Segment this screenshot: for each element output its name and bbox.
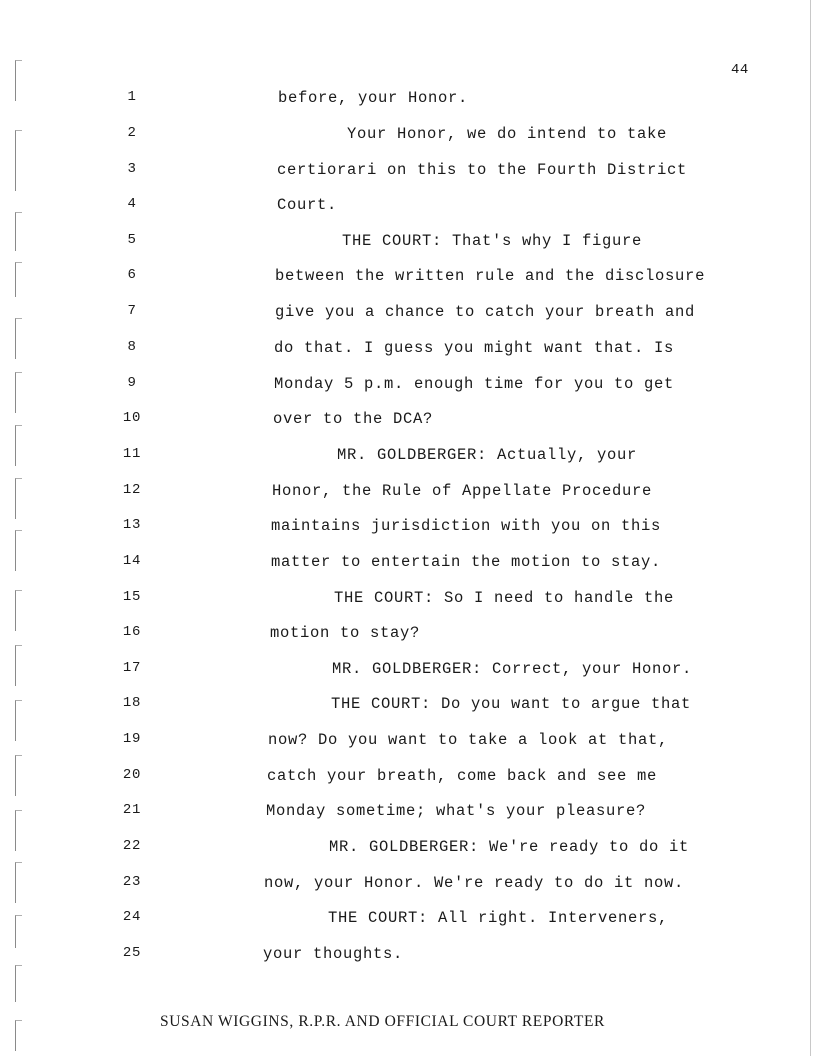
line-number: 12 [122,482,142,498]
line-text: THE COURT: Do you want to argue that [331,695,692,713]
line-text: give you a chance to catch your breath and [275,303,696,321]
line-text: Court. [277,196,338,214]
line-text: certiorari on this to the Fourth District [277,161,688,179]
line-number: 5 [127,232,137,248]
line-number: 25 [122,945,142,961]
transcript-line [0,553,817,575]
transcript-line [0,802,817,824]
transcript-line [0,517,817,539]
line-number: 10 [122,410,142,426]
line-number: 2 [127,125,137,141]
transcript-line [0,89,817,111]
transcript-line [0,909,817,931]
line-number: 1 [127,89,137,105]
line-text: MR. GOLDBERGER: Actually, your [337,446,638,464]
transcript-line [0,874,817,896]
transcript-line [0,339,817,361]
transcript-line [0,446,817,468]
line-text: do that. I guess you might want that. Is [274,339,675,357]
line-text: Your Honor, we do intend to take [347,125,668,143]
line-text: Monday sometime; what's your pleasure? [266,802,647,820]
line-text: motion to stay? [270,624,421,642]
transcript-line [0,303,817,325]
binding-mark [15,1020,22,1051]
line-text: over to the DCA? [273,410,434,428]
transcript-line [0,589,817,611]
line-text: MR. GOLDBERGER: We're ready to do it [329,838,690,856]
line-number: 16 [122,624,142,640]
reporter-footer: SUSAN WIGGINS, R.P.R. AND OFFICIAL COURT REPORTER [160,1013,605,1030]
line-text: THE COURT: That's why I figure [342,232,643,250]
line-number: 11 [122,446,142,462]
binding-mark [15,965,22,1002]
line-text: your thoughts. [263,945,404,963]
line-text: matter to entertain the motion to stay. [271,553,662,571]
line-number: 3 [127,161,137,177]
transcript-line [0,838,817,860]
line-number: 14 [122,553,142,569]
line-text: Honor, the Rule of Appellate Procedure [272,482,653,500]
transcript-line [0,482,817,504]
line-text: catch your breath, come back and see me [267,767,658,785]
line-number: 17 [122,660,142,676]
transcript-line [0,161,817,183]
line-number: 15 [122,589,142,605]
line-text: now? Do you want to take a look at that, [268,731,669,749]
line-number: 18 [122,695,142,711]
line-text: MR. GOLDBERGER: Correct, your Honor. [332,660,693,678]
line-number: 23 [122,874,142,890]
line-number: 22 [122,838,142,854]
line-text: between the written rule and the disclosure [275,267,706,285]
line-number: 24 [122,909,142,925]
transcript-line [0,767,817,789]
transcript-line [0,375,817,397]
transcript-line [0,410,817,432]
transcript-line [0,731,817,753]
line-number: 9 [127,375,137,391]
transcript-line [0,695,817,717]
transcript-line [0,267,817,289]
line-number: 13 [122,517,142,533]
transcript-line [0,125,817,147]
line-number: 21 [122,802,142,818]
line-text: Monday 5 p.m. enough time for you to get [274,375,675,393]
transcript-line [0,624,817,646]
line-number: 19 [122,731,142,747]
line-text: before, your Honor. [278,89,469,107]
transcript-line [0,945,817,967]
transcript-line [0,660,817,682]
transcript-line [0,196,817,218]
line-number: 4 [127,196,137,212]
page-number: 44 [731,62,749,78]
line-number: 8 [127,339,137,355]
transcript-line [0,232,817,254]
line-text: maintains jurisdiction with you on this [271,517,662,535]
line-text: now, your Honor. We're ready to do it now. [264,874,685,892]
line-number: 7 [127,303,137,319]
line-number: 6 [127,267,137,283]
line-text: THE COURT: So I need to handle the [334,589,675,607]
line-text: THE COURT: All right. Interveners, [328,909,669,927]
line-number: 20 [122,767,142,783]
